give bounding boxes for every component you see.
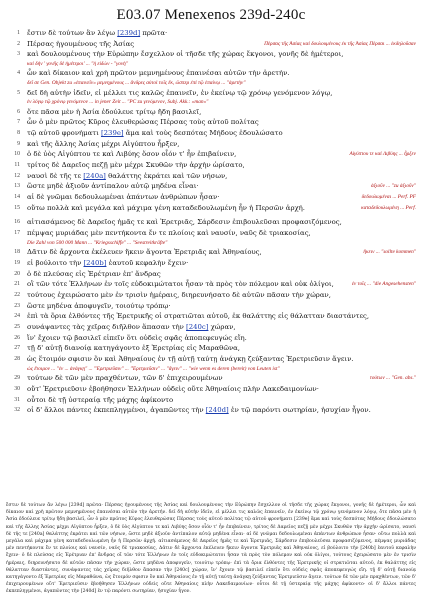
line-number: 1	[17, 30, 20, 36]
greek-text-segment: οὗτοι δὲ τῇ ὑστεραίᾳ τῆς μάχης ἀφίκοντο	[27, 395, 174, 404]
text-line	[0, 333, 422, 344]
line-number: 31	[14, 396, 20, 403]
annotation-line	[0, 98, 422, 106]
greek-text-segment: συνάψαντες τὰς χεῖρας διῆλθον ἅπασαν τὴν	[27, 323, 187, 332]
greek-text-segment: τῇ δ' αὐτῇ διανοίᾳ κατηγάγοντο ἐξ Ἐρετρίας εἰς Μαραθῶνα,	[27, 344, 240, 353]
greek-text	[27, 217, 342, 228]
greek-text	[27, 181, 199, 192]
line-number: 27	[14, 345, 20, 352]
greek-text	[27, 290, 331, 301]
line-number: 29	[14, 375, 20, 382]
greek-text-segment: Δᾶτιν δὲ ἄρχοντα ἐκέλευεν ἥκειν ἄγοντα Ἐρετριᾶς καὶ Ἀθηναίους,	[27, 248, 262, 257]
text-line	[0, 28, 422, 39]
line-number: 11	[14, 162, 20, 169]
text-line	[0, 149, 422, 160]
line-number: 16	[14, 219, 20, 226]
greek-text	[27, 395, 173, 406]
text-line	[0, 49, 422, 60]
text-line	[0, 373, 422, 384]
annotation-text: ἐν λόγῳ τῷ χρόνῳ γενόμενον ... in jener Zeit ... "PC zu γενόμενον, Subj. Akk.: »man«"	[27, 99, 209, 106]
line-number: 2	[17, 40, 20, 47]
stephanus-reference-link[interactable]: [240a]	[83, 171, 106, 180]
stephanus-reference-link[interactable]: [240b]	[83, 258, 107, 267]
text-line	[0, 128, 422, 139]
greek-text-segment: ὡς ἕτοιμόν σφισιν ὂν καὶ Ἀθηναίους ἐν τῇ αὐτῇ ταύτῃ ἀνάγκῃ ζεύξαντας Ἐρετριεῦσιν ἄγειν.	[27, 355, 354, 364]
greek-text-segment: τῷ αὑτοῦ φρονήματι	[27, 128, 101, 137]
text-line	[0, 68, 422, 79]
greek-text	[27, 322, 236, 333]
text-line	[0, 117, 422, 128]
greek-text	[27, 343, 240, 354]
greek-text-segment: ἅμα καὶ τοὺς δεσπότας Μήδους ἐδουλώσατο	[123, 128, 283, 137]
greek-text-segment: τρίτος δὲ Δαρεῖος πεζῇ μὲν μέχρι Σκυθῶν τὴν ἀρχὴν ὡρίσατο,	[27, 161, 245, 170]
greek-text	[27, 107, 201, 118]
line-number: 12	[14, 172, 20, 179]
greek-text-segment: ἔστιν δὲ τούτων ἃν λέγω	[27, 29, 118, 37]
annotation-text: καὶ δὴν ' γονῆς δὲ ἡμέτεροι' ... "ἡ εἰδὼν - "γονὴ"	[27, 61, 129, 68]
stephanus-reference-link[interactable]: [240c]	[186, 323, 209, 332]
greek-text-segment: καὶ δουλουμένους τὴν Εὐρώπην ἔσχελλον οἱ τῆσδε τῆς χώρας ἔκγονοι, γονῆς δὲ ἡμέτεροι,	[27, 50, 344, 59]
greek-text-segment: αἱ δὲ γνῶμαι δεδουλωμέναι ἁπάντων ἀνθρώπων ἦσαν·	[27, 193, 220, 202]
greek-text	[27, 405, 371, 416]
greek-text-segment: ὧν καὶ δίκαιον καὶ χρὴ πρῶτον μεμνημένους ἐπαινέσαι αὐτῶν τὴν ἀρετήν.	[27, 69, 290, 78]
greek-text	[27, 117, 259, 128]
annotation-text: δεῖ σε Gen. Objekt zu »ἐπαινεῖν« μεμνημένους ... ἄνδρες αὐτοὶ τοῖς ἔκ, ὥσπερ ἐπὶ τῷ ἐπαίνῳ ... "ἀρετὴν"	[27, 80, 246, 87]
greek-text	[27, 68, 289, 79]
text-line	[0, 217, 422, 228]
greek-text	[27, 384, 319, 395]
line-number: 26	[14, 334, 20, 341]
annotation-line	[0, 79, 422, 87]
text-line	[0, 247, 422, 258]
text-line	[0, 290, 422, 301]
greek-text	[27, 333, 247, 344]
stephanus-reference-link[interactable]: [239d]	[117, 29, 141, 37]
line-number: 10	[14, 151, 20, 158]
stephanus-reference-link[interactable]: [239e]	[100, 128, 124, 137]
text-line	[0, 395, 422, 406]
margin-annotation: ἀξιοῦν ... "zu ἀξιοῦν"	[370, 183, 416, 190]
text-line	[0, 311, 422, 322]
greek-text	[27, 354, 354, 365]
greek-text	[27, 203, 305, 214]
greek-text	[27, 128, 283, 139]
greek-text	[27, 228, 311, 239]
text-line	[0, 181, 422, 192]
annotation-text: Die Zahl von 500 000 Mann ... "Kriegsschiffe" ... "Seestreitkräfte"	[27, 239, 168, 246]
line-number: 5	[17, 89, 20, 96]
text-line	[0, 279, 422, 290]
annotation-line	[0, 365, 422, 373]
greek-text	[27, 39, 134, 50]
line-number: 4	[17, 70, 20, 77]
margin-annotation: ἥκειν ... "sollte kommen"	[363, 249, 416, 256]
greek-text	[27, 279, 334, 290]
line-number: 30	[14, 385, 20, 392]
greek-text-segment: εἰ βούλοιτο τὴν	[27, 258, 84, 267]
continuous-text-paragraph: ἔστιν δὲ τούτων ἃν λέγω [239d] πρῶτα· Πέρσας ἡγουμένους τῆς Ἀσίας καὶ δουλουμένους τὴν Εὐρώπην ἔσχελλον οἱ τῆσδε τῆς χώρας ἔκγονοι, γονῆς δὲ ἡμέτεροι, ὧν καὶ δίκαιον καὶ χρὴ πρῶτον μεμνημένους ἐπαινέσαι αὐτῶν τὴν ἀρετήν. δεῖ δὴ αὐτὴν ἰδεῖν, εἰ μέλλει τις καλῶς ἐπαινεῖν, ἐν ἐκείνῳ τῷ χρόνῳ γενόμενον λόγῳ, ὅτε πᾶσα μὲν ἡ Ἀσία ἐδούλευε τρίτῳ ἤδη βασιλεῖ, ὧν ὁ μὲν πρῶτος Κῦρος ἐλευθερώσας Πέρσας τοὺς αὑτοῦ πολίτας τῷ αὑτοῦ φρονήματι [239e] ἅμα καὶ τοὺς δεσπότας Μήδους ἐδουλώσατο καὶ τῆς ἄλλης Ἀσίας μέχρι Αἰγύπτου ἦρξεν, ὁ δὲ ὑὸς Αἰγύπτου τε καὶ Λιβύης ὅσον οἷόν τ' ἦν ἐπιβαίνειν, τρίτος δὲ Δαρεῖος πεζῇ μὲν μέχρι Σκυθῶν τὴν ἀρχὴν ὡρίσατο, ναυσὶ δὲ τῆς τε [240a] θαλάττης ἐκράτει καὶ τῶν νήσων, ὥστε μηδὲ ἀξιοῦν ἀντίπαλον αὐτῷ μηδένα εἶναι· αἱ δὲ γνῶμαι δεδουλωμέναι ἁπάντων ἀνθρώπων ἦσαν· οὕτω πολλὰ καὶ μεγάλα καὶ μάχιμα γένη καταδεδουλωμένη ἦν ἡ Περσῶν ἀρχή. αἰτιασάμενος δὲ Δαρεῖος ἡμᾶς τε καὶ Ἐρετριᾶς, Σάρδεσιν ἐπιβουλεῦσαι προφασιζόμενος, πέμψας μυριάδας μὲν πεντήκοντα ἔν τε πλοίοις καὶ ναυσίν, ναῦς δὲ τριακοσίας, Δᾶτιν δὲ ἄρχοντα ἐκέλευεν ἥκειν ἄγοντα Ἐρετριᾶς καὶ Ἀθηναίους, εἰ βούλοιτο τὴν [240b] ἑαυτοῦ κεφαλὴν ἔχειν· ὁ δὲ πλεύσας εἰς Ἐρέτριαν ἐπ' ἄνδρας οἳ τῶν τότε Ἑλλήνων ἐν τοῖς εὐδοκιμώτατοι ἦσαν τὰ πρὸς τὸν πόλεμον καὶ οὐκ ὀλίγοι, τούτους ἐχειρώσατο μὲν ἐν τρισὶν ἡμέραις, διηρευνήσατο δὲ αὐτῶν πᾶσαν τὴν χώραν, ὥστε μηδένα ἀποφυγεῖν, τοιούτῳ τρόπῳ· ἐπὶ τὰ ὅρια ἐλθόντες τῆς Ἐρετρικῆς οἱ στρατιῶται αὐτοῦ, ἐκ θαλάττης εἰς θάλατταν διαστάντες, συνάψαντες τὰς χεῖρας διῆλθον ἅπασαν τὴν [240c] χώραν, ἵν' ἔχοιεν τῷ βασιλεῖ εἰπεῖν ὅτι οὐδεὶς σφᾶς ἀποπεφευγώς εἴη. τῇ δ' αὐτῇ διανοίᾳ κατηγάγοντο ἐξ Ἐρετρίας εἰς Μαραθῶνα, ὡς ἕτοιμόν σφισιν ὂν καὶ Ἀθηναίους ἐν τῇ αὐτῇ ταύτῃ ἀνάγκῃ ζεύξαντας Ἐρετριεῦσιν ἄγειν. τούτων δὲ τῶν μὲν πραχθέντων, τῶν δ' ἐπιχειρουμένων οὔτ' Ἐρετριεῦσιν ἐβοήθησεν Ἑλλήνων οὐδεὶς οὔτε Ἀθηναίοις πλὴν Λακεδαιμονίων· οὗτοι δὲ τῇ ὑστεραίᾳ τῆς μάχης ἀφίκοντο· οἱ δ' ἄλλοι πάντες ἐκπεπληγμένοι, ἀγαπῶντες τὴν [240d] ἐν τῷ παρόντι σωτηρίαν, ἡσυχίαν ἦγον.	[6, 503, 416, 595]
text-line	[0, 301, 422, 312]
line-number: 7	[17, 119, 20, 126]
text-line	[0, 88, 422, 99]
line-number: 25	[14, 324, 20, 331]
margin-annotation: καταδεδουλωμένη ... Perf.	[361, 204, 416, 211]
greek-text-segment: ἑαυτοῦ κεφαλὴν ἔχειν·	[106, 258, 189, 267]
line-number: 13	[14, 183, 20, 190]
greek-text-segment: ἐπὶ τὰ ὅρια ἐλθόντες τῆς Ἐρετρικῆς οἱ στρατιῶται αὐτοῦ, ἐκ θαλάττης εἰς θάλατταν διαστάντες,	[27, 312, 370, 321]
text-line	[0, 203, 422, 214]
line-number: 9	[17, 140, 20, 147]
greek-text	[27, 269, 161, 280]
greek-text-segment: ἐν τῷ παρόντι σωτηρίαν, ἡσυχίαν ἦγον.	[228, 406, 371, 415]
text-line	[0, 269, 422, 280]
greek-text-segment: δεῖ δὴ αὐτὴν ἰδεῖν, εἰ μέλλει τις καλῶς ἐπαινεῖν, ἐν ἐκείνῳ τῷ χρόνῳ γενόμενον λόγῳ,	[27, 88, 333, 97]
greek-text	[27, 311, 369, 322]
annotation-line	[0, 60, 422, 68]
text-line	[0, 354, 422, 365]
text-line	[0, 405, 422, 416]
line-number: 24	[14, 313, 20, 320]
greek-text-segment: πρῶτα·	[140, 29, 168, 37]
line-number: 14	[14, 194, 20, 201]
text-line	[0, 384, 422, 395]
greek-text-segment: ἵν' ἔχοιεν τῷ βασιλεῖ εἰπεῖν ὅτι οὐδεὶς σφᾶς ἀποπεφευγώς εἴη.	[27, 333, 247, 342]
greek-text	[27, 247, 262, 258]
page-title: E03.07 Menexenos 239d-240c	[116, 7, 306, 23]
line-number: 28	[14, 356, 20, 363]
text-line	[0, 171, 422, 182]
greek-text-segment: χώραν,	[208, 323, 236, 332]
margin-annotation: τούτων ... "Gen. abs."	[369, 375, 416, 382]
greek-text	[27, 139, 179, 150]
text-line	[0, 258, 422, 269]
greek-text-segment: ὥστε μηδὲ ἀξιοῦν ἀντίπαλον αὐτῷ μηδένα εἶναι·	[27, 182, 199, 191]
line-number: 23	[14, 302, 20, 309]
margin-annotation: δεδουλωμέναι ... Perf. PF	[361, 194, 416, 201]
text-line	[0, 343, 422, 354]
greek-text-segment: αἰτιασάμενος δὲ Δαρεῖος ἡμᾶς τε καὶ Ἐρετριᾶς, Σάρδεσιν ἐπιβουλεῦσαι προφασιζόμενος,	[27, 218, 342, 227]
annotation-text: ὡς ἕτοιμον ... "ἐν ... ἀνάγκῃ" ... "Ἐρετριεῦσιν" ... "Ἐρετριεῦσιν" ... "ἄγειν" ... "wie wenn es deren (bereit) von Leuten ist"	[27, 365, 280, 372]
margin-annotation: Αἰγύπτου τε καὶ Λιβύης ... ἦρξεν	[349, 151, 416, 158]
text-line	[0, 192, 422, 203]
greek-text-segment: τούτους ἐχειρώσατο μὲν ἐν τρισὶν ἡμέραις, διηρευνήσατο δὲ αὐτῶν πᾶσαν τὴν χώραν,	[27, 291, 331, 299]
greek-text	[27, 149, 236, 160]
annotation-line	[0, 239, 422, 247]
greek-text	[27, 171, 227, 182]
greek-text	[27, 49, 343, 60]
text-line	[0, 322, 422, 333]
line-number: 21	[14, 281, 20, 288]
text-line	[0, 107, 422, 118]
greek-text-segment: καὶ τῆς ἄλλης Ἀσίας μέχρι Αἰγύπτου ἦρξεν,	[27, 139, 180, 148]
greek-text-segment: θαλάττης ἐκράτει καὶ τῶν νήσων,	[105, 171, 228, 180]
greek-text-segment: ὅτε πᾶσα μὲν ἡ Ἀσία ἐδούλευε τρίτῳ ἤδη βασιλεῖ,	[27, 107, 202, 116]
greek-text-segment: οὔτ' Ἐρετριεῦσιν ἐβοήθησεν Ἑλλήνων οὐδεὶς οὔτε Ἀθηναίοις πλὴν Λακεδαιμονίων·	[27, 384, 319, 393]
greek-text-segment: οὕτω πολλὰ καὶ μεγάλα καὶ μάχιμα γένη καταδεδουλωμένη ἦν ἡ Περσῶν ἀρχή.	[27, 203, 306, 212]
line-number: 20	[14, 270, 20, 277]
greek-text	[27, 88, 332, 99]
margin-annotation: Πέρσας τῆς Ἀσίας καὶ δουλουμένους ἐκ τῆς Ἀσίας Πέρσαι ... ἐκδηλοῦσαν	[264, 40, 416, 47]
greek-text	[27, 258, 188, 269]
line-number: 6	[17, 108, 20, 115]
greek-text	[27, 192, 219, 203]
line-number: 32	[14, 407, 20, 414]
line-number: 22	[14, 292, 20, 298]
margin-annotation: ἐν τοῖς ... "die Angesehensten"	[351, 281, 416, 288]
text-line	[0, 139, 422, 150]
greek-text-segment: τούτων δὲ τῶν μὲν πραχθέντων, τῶν δ' ἐπιχειρουμένων	[27, 374, 223, 383]
text-lines	[0, 28, 422, 416]
stephanus-reference-link[interactable]: [240d]	[205, 406, 229, 415]
greek-text-segment: ὁ δὲ πλεύσας εἰς Ἐρέτριαν ἐπ' ἄνδρας	[27, 269, 161, 278]
text-line	[0, 39, 422, 50]
greek-text-segment: οἱ δ' ἄλλοι πάντες ἐκπεπληγμένοι, ἀγαπῶντες τὴν	[27, 406, 206, 415]
greek-text-segment: ὧν ὁ μὲν πρῶτος Κῦρος ἐλευθερώσας Πέρσας τοὺς αὑτοῦ πολίτας	[27, 118, 259, 127]
greek-text-segment: ὁ δὲ ὑὸς Αἰγύπτου τε καὶ Λιβύης ὅσον οἷόν τ' ἦν ἐπιβαίνειν,	[27, 150, 237, 159]
greek-text	[27, 28, 167, 39]
greek-text	[27, 301, 171, 312]
line-number: 17	[14, 230, 20, 237]
greek-text	[27, 373, 223, 384]
greek-text-segment: πέμψας μυριάδας μὲν πεντήκοντα ἔν τε πλοίοις καὶ ναυσίν, ναῦς δὲ τριακοσίας,	[27, 229, 311, 238]
greek-text-segment: ὥστε μηδένα ἀποφυγεῖν, τοιούτῳ τρόπῳ·	[27, 301, 171, 310]
line-number: 15	[14, 204, 20, 211]
greek-text	[27, 160, 245, 171]
line-number: 19	[14, 259, 20, 266]
text-line	[0, 160, 422, 171]
line-number: 3	[17, 51, 20, 58]
line-number: 18	[14, 249, 20, 256]
greek-text-segment: ναυσὶ δὲ τῆς τε	[27, 171, 84, 180]
greek-text-segment: οἳ τῶν τότε Ἑλλήνων ἐν τοῖς εὐδοκιμώτατοι ἦσαν τὰ πρὸς τὸν πόλεμον καὶ οὐκ ὀλίγοι,	[27, 280, 334, 289]
greek-text-segment: Πέρσας ἡγουμένους τῆς Ἀσίας	[27, 39, 135, 48]
text-line	[0, 228, 422, 239]
line-number: 8	[17, 129, 20, 136]
